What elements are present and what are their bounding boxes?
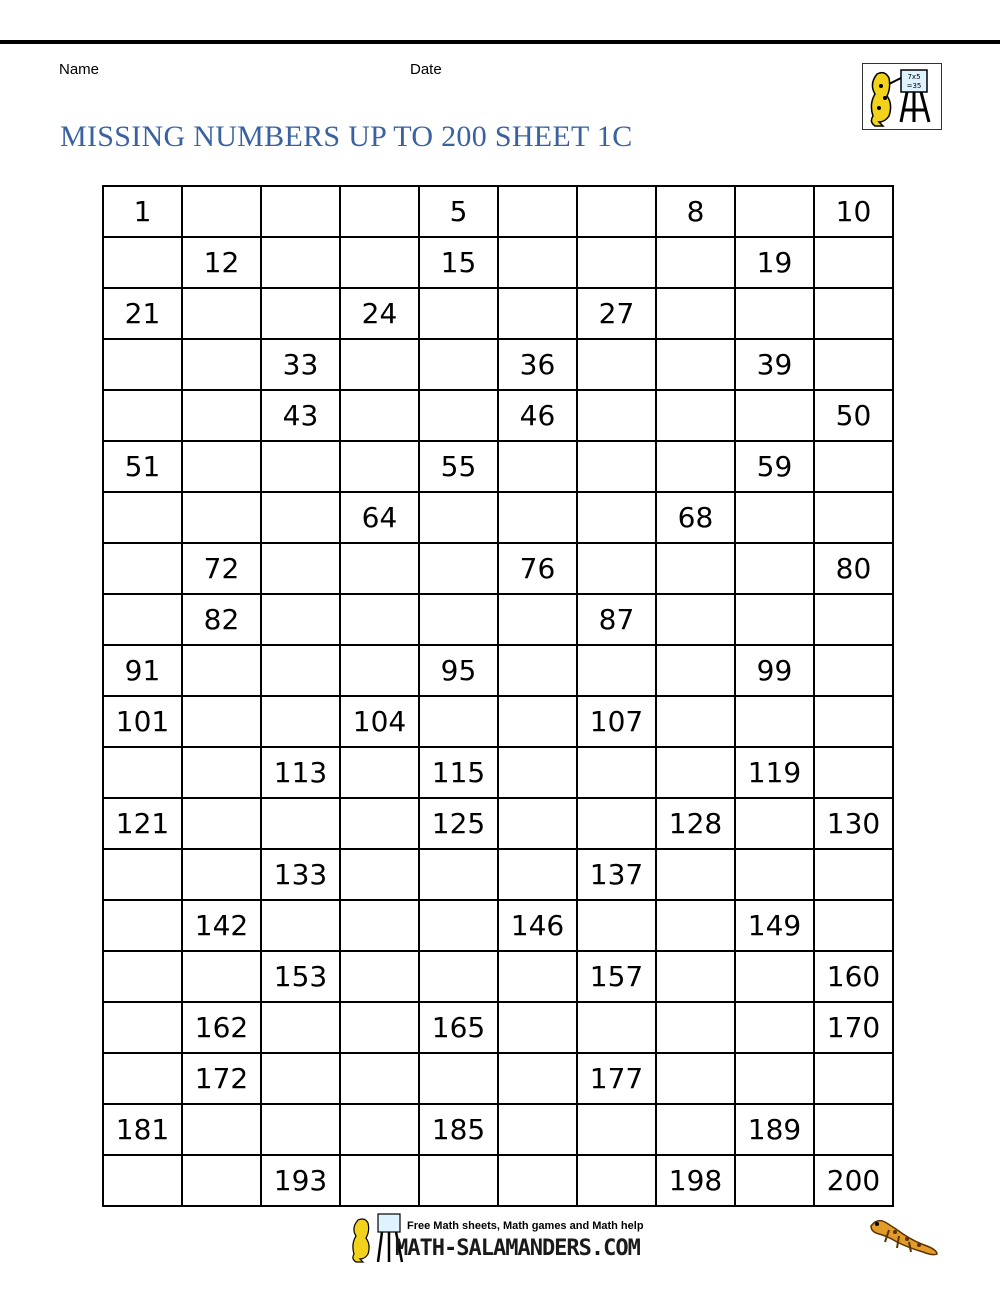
grid-cell-blank[interactable] bbox=[735, 492, 814, 543]
grid-cell-number: 146 bbox=[498, 900, 577, 951]
grid-cell-blank[interactable] bbox=[577, 900, 656, 951]
grid-cell-blank[interactable] bbox=[498, 492, 577, 543]
grid-cell-blank[interactable] bbox=[182, 288, 261, 339]
grid-cell-blank[interactable] bbox=[735, 798, 814, 849]
grid-cell-blank[interactable] bbox=[735, 288, 814, 339]
page-title: MISSING NUMBERS UP TO 200 SHEET 1C bbox=[60, 120, 633, 153]
grid-cell-number: 104 bbox=[340, 696, 419, 747]
grid-cell-blank[interactable] bbox=[498, 747, 577, 798]
grid-cell-number: 68 bbox=[656, 492, 735, 543]
grid-cell-blank[interactable] bbox=[577, 390, 656, 441]
grid-cell-number: 76 bbox=[498, 543, 577, 594]
grid-cell-blank[interactable] bbox=[340, 186, 419, 237]
top-rule bbox=[0, 40, 1000, 44]
grid-cell-blank[interactable] bbox=[340, 645, 419, 696]
grid-cell-number: 133 bbox=[261, 849, 340, 900]
grid-cell-blank[interactable] bbox=[182, 951, 261, 1002]
grid-cell-blank[interactable] bbox=[656, 288, 735, 339]
grid-cell-blank[interactable] bbox=[340, 594, 419, 645]
grid-cell-blank[interactable] bbox=[577, 186, 656, 237]
grid-cell-blank[interactable] bbox=[814, 1104, 893, 1155]
svg-text:7x5: 7x5 bbox=[907, 73, 921, 81]
grid-cell-blank[interactable] bbox=[261, 645, 340, 696]
grid-cell-blank[interactable] bbox=[498, 237, 577, 288]
grid-row bbox=[103, 951, 893, 1002]
grid-cell-blank[interactable] bbox=[656, 1104, 735, 1155]
grid-cell-blank[interactable] bbox=[814, 747, 893, 798]
grid-cell-blank[interactable] bbox=[182, 492, 261, 543]
grid-row bbox=[103, 900, 893, 951]
grid-cell-blank[interactable] bbox=[261, 1104, 340, 1155]
grid-cell-number: 162 bbox=[182, 1002, 261, 1053]
grid-cell-blank[interactable] bbox=[498, 696, 577, 747]
grid-cell-number: 99 bbox=[735, 645, 814, 696]
grid-cell-blank[interactable] bbox=[419, 492, 498, 543]
grid-cell-blank[interactable] bbox=[182, 645, 261, 696]
grid-cell-blank[interactable] bbox=[498, 288, 577, 339]
grid-cell-number: 170 bbox=[814, 1002, 893, 1053]
grid-row bbox=[103, 1002, 893, 1053]
grid-cell-blank[interactable] bbox=[340, 1053, 419, 1104]
grid-cell-blank[interactable] bbox=[419, 594, 498, 645]
grid-cell-blank[interactable] bbox=[498, 186, 577, 237]
grid-cell-number: 121 bbox=[103, 798, 182, 849]
grid-row bbox=[103, 849, 893, 900]
grid-cell-number: 153 bbox=[261, 951, 340, 1002]
grid-cell-blank[interactable] bbox=[814, 237, 893, 288]
grid-cell-number: 142 bbox=[182, 900, 261, 951]
grid-cell-blank[interactable] bbox=[103, 1002, 182, 1053]
grid-cell-blank[interactable] bbox=[735, 1002, 814, 1053]
grid-cell-blank[interactable] bbox=[182, 390, 261, 441]
grid-cell-blank[interactable] bbox=[656, 900, 735, 951]
grid-cell-blank[interactable] bbox=[340, 339, 419, 390]
grid-cell-number: 137 bbox=[577, 849, 656, 900]
grid-cell-blank[interactable] bbox=[340, 543, 419, 594]
grid-cell-number: 119 bbox=[735, 747, 814, 798]
grid-row bbox=[103, 1053, 893, 1104]
grid-row bbox=[103, 339, 893, 390]
grid-cell-blank[interactable] bbox=[419, 1155, 498, 1206]
grid-cell-blank[interactable] bbox=[498, 645, 577, 696]
grid-row bbox=[103, 492, 893, 543]
grid-row bbox=[103, 696, 893, 747]
grid-row bbox=[103, 1155, 893, 1206]
grid-cell-blank[interactable] bbox=[182, 339, 261, 390]
grid-cell-blank[interactable] bbox=[498, 1053, 577, 1104]
footer-site-name: MATH-SALAMANDERS.COM bbox=[395, 1236, 640, 1261]
grid-cell-number: 177 bbox=[577, 1053, 656, 1104]
grid-cell-number: 39 bbox=[735, 339, 814, 390]
grid-cell-blank[interactable] bbox=[261, 900, 340, 951]
grid-cell-number: 10 bbox=[814, 186, 893, 237]
grid-cell-blank[interactable] bbox=[735, 696, 814, 747]
grid-cell-number: 19 bbox=[735, 237, 814, 288]
grid-row bbox=[103, 288, 893, 339]
grid-cell-blank[interactable] bbox=[182, 849, 261, 900]
grid-cell-blank[interactable] bbox=[419, 543, 498, 594]
grid-cell-number: 95 bbox=[419, 645, 498, 696]
grid-cell-blank[interactable] bbox=[814, 288, 893, 339]
grid-cell-blank[interactable] bbox=[182, 186, 261, 237]
grid-cell-blank[interactable] bbox=[814, 900, 893, 951]
grid-cell-blank[interactable] bbox=[735, 186, 814, 237]
grid-row bbox=[103, 1104, 893, 1155]
grid-cell-blank[interactable] bbox=[577, 441, 656, 492]
grid-cell-blank[interactable] bbox=[340, 951, 419, 1002]
grid-cell-blank[interactable] bbox=[419, 849, 498, 900]
grid-cell-number: 1 bbox=[103, 186, 182, 237]
grid-cell-number: 43 bbox=[261, 390, 340, 441]
grid-cell-blank[interactable] bbox=[261, 543, 340, 594]
math-salamanders-logo bbox=[862, 63, 942, 130]
grid-cell-number: 51 bbox=[103, 441, 182, 492]
grid-cell-number: 5 bbox=[419, 186, 498, 237]
grid-row bbox=[103, 594, 893, 645]
grid-cell-number: 198 bbox=[656, 1155, 735, 1206]
grid-cell-blank[interactable] bbox=[340, 237, 419, 288]
grid-cell-number: 55 bbox=[419, 441, 498, 492]
grid-row bbox=[103, 543, 893, 594]
grid-cell-blank[interactable] bbox=[182, 696, 261, 747]
grid-row bbox=[103, 645, 893, 696]
grid-cell-blank[interactable] bbox=[498, 1155, 577, 1206]
grid-cell-blank[interactable] bbox=[261, 798, 340, 849]
grid-cell-blank[interactable] bbox=[103, 390, 182, 441]
grid-cell-number: 64 bbox=[340, 492, 419, 543]
grid-cell-blank[interactable] bbox=[814, 645, 893, 696]
grid-cell-number: 125 bbox=[419, 798, 498, 849]
grid-cell-blank[interactable] bbox=[340, 1104, 419, 1155]
grid-cell-number: 181 bbox=[103, 1104, 182, 1155]
grid-cell-blank[interactable] bbox=[656, 594, 735, 645]
grid-cell-blank[interactable] bbox=[261, 1002, 340, 1053]
grid-row bbox=[103, 390, 893, 441]
grid-cell-blank[interactable] bbox=[103, 849, 182, 900]
grid-cell-blank[interactable] bbox=[419, 696, 498, 747]
grid-cell-blank[interactable] bbox=[182, 1104, 261, 1155]
grid-cell-blank[interactable] bbox=[182, 798, 261, 849]
grid-cell-blank[interactable] bbox=[419, 1053, 498, 1104]
grid-row bbox=[103, 798, 893, 849]
grid-cell-blank[interactable] bbox=[656, 951, 735, 1002]
grid-cell-blank[interactable] bbox=[261, 492, 340, 543]
grid-cell-blank[interactable] bbox=[261, 441, 340, 492]
grid-cell-blank[interactable] bbox=[814, 339, 893, 390]
grid-cell-blank[interactable] bbox=[735, 543, 814, 594]
grid-cell-blank[interactable] bbox=[656, 696, 735, 747]
grid-cell-number: 165 bbox=[419, 1002, 498, 1053]
name-label: Name bbox=[59, 61, 100, 78]
grid-cell-blank[interactable] bbox=[735, 951, 814, 1002]
grid-cell-blank[interactable] bbox=[340, 1002, 419, 1053]
grid-cell-blank[interactable] bbox=[577, 798, 656, 849]
grid-cell-number: 50 bbox=[814, 390, 893, 441]
grid-cell-blank[interactable] bbox=[261, 1053, 340, 1104]
grid-row bbox=[103, 441, 893, 492]
grid-cell-blank[interactable] bbox=[103, 1053, 182, 1104]
salamander-icon bbox=[865, 1212, 940, 1262]
grid-cell-number: 172 bbox=[182, 1053, 261, 1104]
grid-cell-blank[interactable] bbox=[261, 186, 340, 237]
grid-cell-blank[interactable] bbox=[735, 594, 814, 645]
grid-cell-blank[interactable] bbox=[498, 798, 577, 849]
grid-cell-number: 8 bbox=[656, 186, 735, 237]
grid-cell-number: 36 bbox=[498, 339, 577, 390]
grid-cell-blank[interactable] bbox=[340, 1155, 419, 1206]
grid-cell-blank[interactable] bbox=[182, 747, 261, 798]
grid-cell-blank[interactable] bbox=[735, 1053, 814, 1104]
grid-cell-blank[interactable] bbox=[735, 1155, 814, 1206]
grid-cell-blank[interactable] bbox=[103, 900, 182, 951]
grid-cell-blank[interactable] bbox=[735, 390, 814, 441]
grid-cell-blank[interactable] bbox=[814, 492, 893, 543]
grid-cell-blank[interactable] bbox=[103, 339, 182, 390]
grid-cell-number: 115 bbox=[419, 747, 498, 798]
grid-cell-blank[interactable] bbox=[577, 747, 656, 798]
grid-cell-blank[interactable] bbox=[261, 594, 340, 645]
footer-tagline: Free Math sheets, Math games and Math help bbox=[407, 1220, 644, 1232]
grid-cell-blank[interactable] bbox=[419, 900, 498, 951]
grid-cell-blank[interactable] bbox=[103, 492, 182, 543]
number-grid bbox=[102, 185, 894, 1207]
grid-cell-blank[interactable] bbox=[814, 441, 893, 492]
grid-cell-blank[interactable] bbox=[656, 339, 735, 390]
grid-cell-number: 59 bbox=[735, 441, 814, 492]
grid-cell-number: 189 bbox=[735, 1104, 814, 1155]
grid-cell-blank[interactable] bbox=[656, 543, 735, 594]
grid-cell-blank[interactable] bbox=[340, 849, 419, 900]
grid-cell-number: 15 bbox=[419, 237, 498, 288]
grid-cell-blank[interactable] bbox=[498, 441, 577, 492]
grid-row bbox=[103, 186, 893, 237]
grid-cell-blank[interactable] bbox=[656, 441, 735, 492]
grid-cell-blank[interactable] bbox=[656, 390, 735, 441]
grid-cell-blank[interactable] bbox=[814, 1053, 893, 1104]
grid-cell-number: 33 bbox=[261, 339, 340, 390]
grid-cell-blank[interactable] bbox=[103, 1155, 182, 1206]
grid-cell-blank[interactable] bbox=[419, 390, 498, 441]
grid-cell-blank[interactable] bbox=[103, 747, 182, 798]
grid-cell-blank[interactable] bbox=[103, 594, 182, 645]
grid-cell-blank[interactable] bbox=[814, 849, 893, 900]
grid-cell-number: 160 bbox=[814, 951, 893, 1002]
grid-cell-blank[interactable] bbox=[577, 1155, 656, 1206]
grid-cell-number: 149 bbox=[735, 900, 814, 951]
grid-cell-blank[interactable] bbox=[419, 951, 498, 1002]
grid-cell-number: 200 bbox=[814, 1155, 893, 1206]
grid-cell-blank[interactable] bbox=[340, 390, 419, 441]
grid-cell-number: 113 bbox=[261, 747, 340, 798]
grid-cell-number: 157 bbox=[577, 951, 656, 1002]
grid-cell-number: 185 bbox=[419, 1104, 498, 1155]
grid-cell-number: 80 bbox=[814, 543, 893, 594]
grid-cell-number: 12 bbox=[182, 237, 261, 288]
grid-cell-number: 87 bbox=[577, 594, 656, 645]
grid-cell-blank[interactable] bbox=[498, 849, 577, 900]
grid-cell-number: 27 bbox=[577, 288, 656, 339]
grid-row bbox=[103, 237, 893, 288]
grid-cell-blank[interactable] bbox=[577, 1002, 656, 1053]
grid-cell-blank[interactable] bbox=[656, 1053, 735, 1104]
grid-cell-blank[interactable] bbox=[656, 1002, 735, 1053]
grid-cell-blank[interactable] bbox=[340, 798, 419, 849]
grid-cell-blank[interactable] bbox=[182, 1155, 261, 1206]
grid-row bbox=[103, 747, 893, 798]
grid-cell-blank[interactable] bbox=[656, 747, 735, 798]
grid-cell-blank[interactable] bbox=[656, 849, 735, 900]
grid-cell-blank[interactable] bbox=[261, 237, 340, 288]
grid-cell-blank[interactable] bbox=[814, 594, 893, 645]
grid-cell-blank[interactable] bbox=[735, 849, 814, 900]
grid-cell-number: 21 bbox=[103, 288, 182, 339]
grid-cell-blank[interactable] bbox=[340, 441, 419, 492]
grid-cell-number: 193 bbox=[261, 1155, 340, 1206]
grid-cell-blank[interactable] bbox=[498, 594, 577, 645]
grid-cell-blank[interactable] bbox=[498, 1002, 577, 1053]
grid-cell-number: 128 bbox=[656, 798, 735, 849]
grid-cell-blank[interactable] bbox=[577, 543, 656, 594]
grid-cell-blank[interactable] bbox=[577, 1104, 656, 1155]
grid-cell-blank[interactable] bbox=[103, 951, 182, 1002]
grid-cell-number: 91 bbox=[103, 645, 182, 696]
grid-cell-blank[interactable] bbox=[498, 951, 577, 1002]
grid-cell-number: 82 bbox=[182, 594, 261, 645]
grid-cell-blank[interactable] bbox=[103, 237, 182, 288]
grid-cell-blank[interactable] bbox=[577, 339, 656, 390]
grid-cell-blank[interactable] bbox=[498, 1104, 577, 1155]
grid-cell-number: 107 bbox=[577, 696, 656, 747]
grid-cell-blank[interactable] bbox=[577, 645, 656, 696]
grid-cell-blank[interactable] bbox=[261, 696, 340, 747]
grid-cell-blank[interactable] bbox=[340, 747, 419, 798]
grid-cell-blank[interactable] bbox=[182, 441, 261, 492]
grid-cell-number: 130 bbox=[814, 798, 893, 849]
grid-cell-blank[interactable] bbox=[577, 492, 656, 543]
grid-cell-blank[interactable] bbox=[656, 645, 735, 696]
grid-cell-blank[interactable] bbox=[656, 237, 735, 288]
grid-cell-blank[interactable] bbox=[577, 237, 656, 288]
grid-cell-blank[interactable] bbox=[419, 288, 498, 339]
grid-cell-blank[interactable] bbox=[340, 900, 419, 951]
svg-text:=35: =35 bbox=[906, 82, 922, 90]
grid-cell-number: 24 bbox=[340, 288, 419, 339]
grid-cell-number: 46 bbox=[498, 390, 577, 441]
grid-cell-blank[interactable] bbox=[261, 288, 340, 339]
grid-cell-blank[interactable] bbox=[814, 696, 893, 747]
grid-cell-blank[interactable] bbox=[103, 543, 182, 594]
grid-cell-number: 72 bbox=[182, 543, 261, 594]
grid-cell-number: 101 bbox=[103, 696, 182, 747]
grid-cell-blank[interactable] bbox=[419, 339, 498, 390]
date-label: Date bbox=[410, 61, 442, 78]
